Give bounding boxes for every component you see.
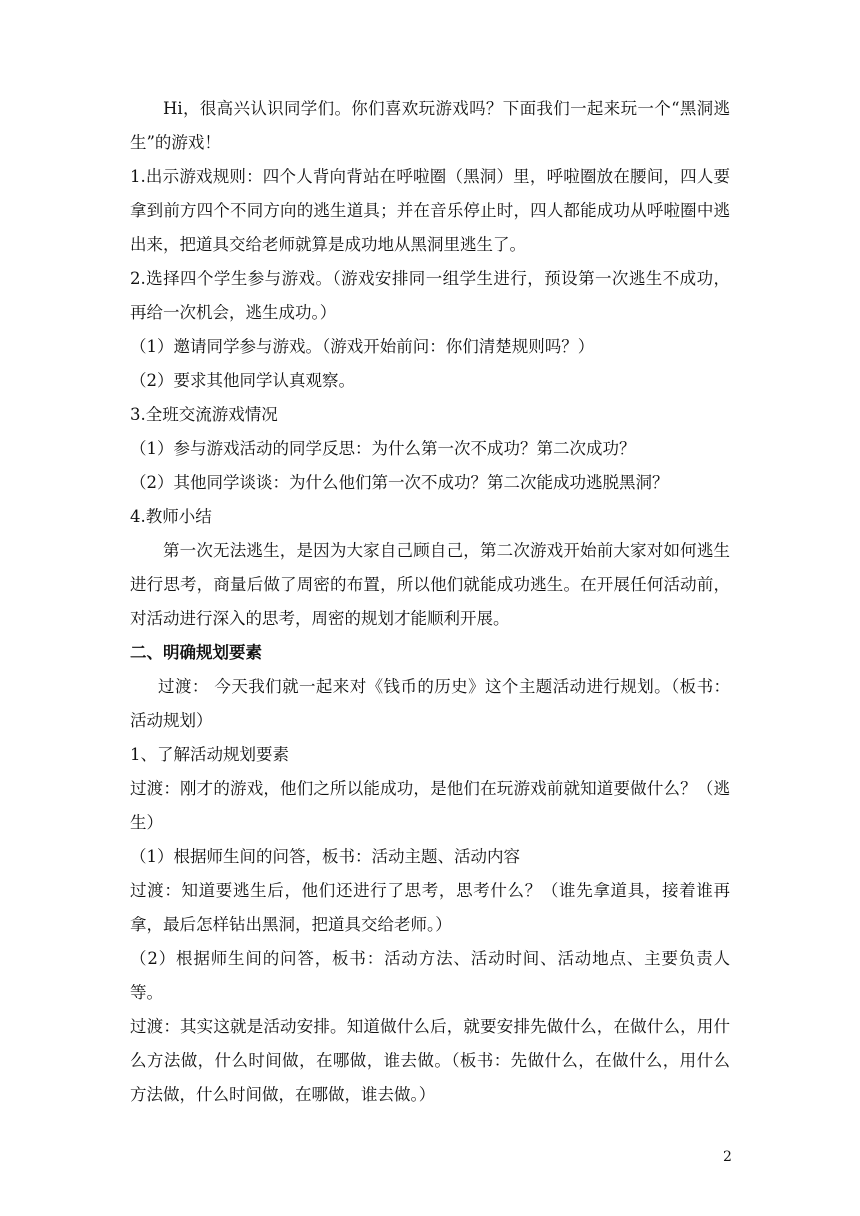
- teacher-summary-paragraph: 第一次无法逃生，是因为大家自己顾自己，第二次游戏开始前大家对如何逃生进行思考，商量后做了周密的布置，所以他们就能成功逃生。在开展任何活动前，对活动进行深入的思考，周密的规划才能顺利开展。: [130, 541, 730, 628]
- section-heading-planning-elements: 二、明确规划要素: [130, 643, 262, 662]
- transition-paragraph-1: 过渡： 今天我们就一起来对《钱币的历史》这个主题活动进行规划。（板书：活动规划）: [130, 677, 730, 730]
- transition-paragraph-2: 过渡：刚才的游戏，他们之所以能成功，是他们在玩游戏前就知道要做什么？（逃生）: [130, 779, 730, 832]
- game-rules-paragraph: 1.出示游戏规则：四个人背向背站在呼啦圈（黑洞）里，呼啦圈放在腰间，四人要拿到前方四个不同方向的逃生道具；并在音乐停止时，四人都能成功从呼啦圈中逃出来，把道具交给老师就算是成功地从黑洞里逃生了。: [130, 167, 730, 254]
- transition-paragraph-3: 过渡：知道要逃生后，他们还进行了思考，思考什么？（谁先拿道具，接着谁再拿，最后怎样钻出黑洞，把道具交给老师。）: [130, 881, 730, 934]
- invite-students-item: （1）邀请同学参与游戏。（游戏开始前问：你们清楚规则吗？）: [130, 337, 595, 356]
- reflection-item: （1）参与游戏活动的同学反思：为什么第一次不成功？第二次成功？: [130, 439, 636, 458]
- class-discussion-heading: 3.全班交流游戏情况: [130, 405, 278, 424]
- select-students-paragraph: 2.选择四个学生参与游戏。（游戏安排同一组学生进行，预设第一次逃生不成功，再给一次机会，逃生成功。）: [130, 269, 730, 322]
- observe-item: （2）要求其他同学认真观察。: [130, 371, 355, 390]
- document-body: [130, 92, 730, 1112]
- board-item-2: （2）根据师生间的问答，板书：活动方法、活动时间、活动地点、主要负责人等。: [130, 949, 730, 1002]
- board-item-1: （1）根据师生间的问答，板书：活动主题、活动内容: [130, 847, 520, 866]
- intro-paragraph: Hi，很高兴认识同学们。你们喜欢玩游戏吗？下面我们一起来玩一个“黑洞逃生”的游戏！: [130, 99, 730, 152]
- subsection-heading-elements: 1、了解活动规划要素: [130, 745, 289, 764]
- others-discuss-item: （2）其他同学谈谈：为什么他们第一次不成功？第二次能成功逃脱黑洞？: [130, 473, 669, 492]
- teacher-summary-heading: 4.教师小结: [130, 507, 212, 526]
- transition-paragraph-4: 过渡：其实这就是活动安排。知道做什么后，就要安排先做什么，在做什么，用什么方法做，什么时间做，在哪做，谁去做。（板书：先做什么，在做什么，用什么方法做，什么时间做，在哪做，谁去做。）: [130, 1017, 730, 1104]
- page-number: 2: [723, 1149, 732, 1165]
